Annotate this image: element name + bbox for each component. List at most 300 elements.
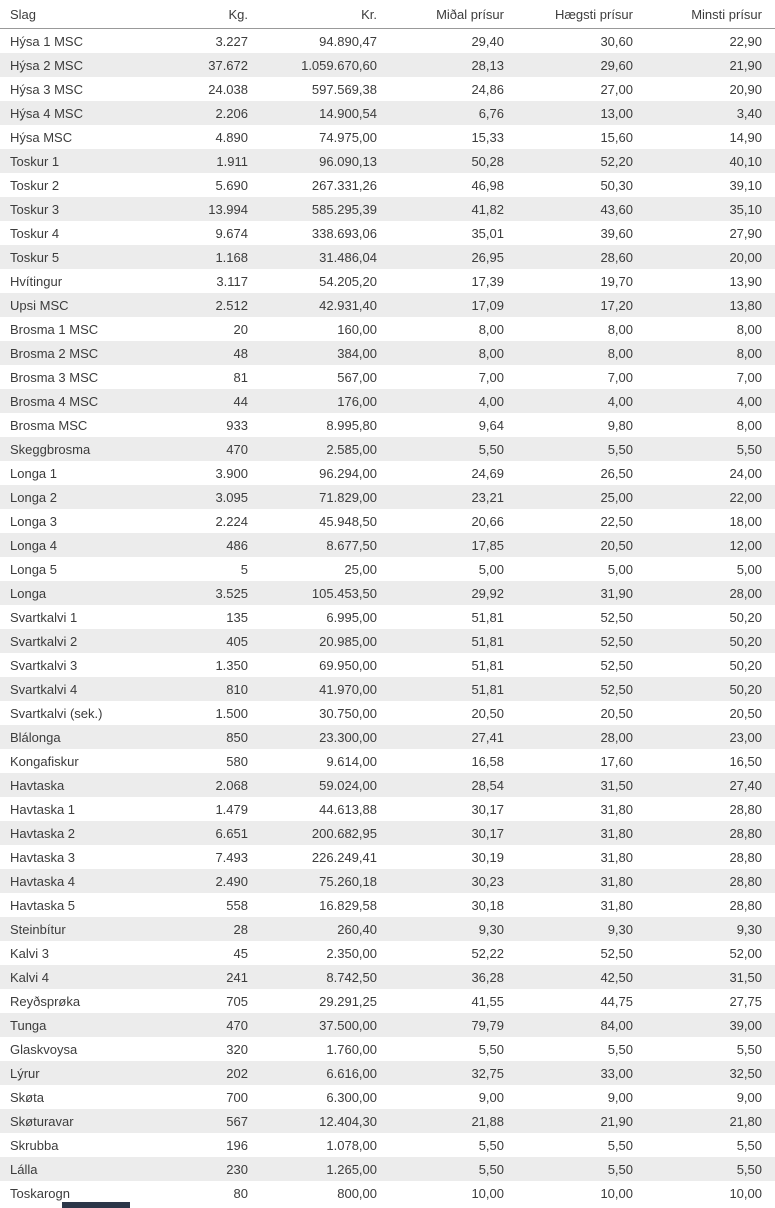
table-row (0, 197, 775, 221)
table-row (0, 773, 775, 797)
cell-midal-prisur: 29,92 (471, 585, 504, 601)
cell-kr: 12.404,30 (319, 1113, 377, 1129)
cell-kg: 3.095 (215, 489, 248, 505)
cell-minsti-prisur: 5,50 (736, 1041, 762, 1057)
cell-minsti-prisur: 9,30 (736, 921, 762, 937)
cell-midal-prisur: 30,17 (471, 825, 504, 841)
cell-slag: Longa (10, 585, 47, 601)
cell-kg: 810 (226, 681, 248, 697)
cell-minsti-prisur: 8,00 (736, 321, 762, 337)
cell-kg: 4.890 (215, 129, 248, 145)
cell-slag: Brosma 3 MSC (10, 369, 99, 385)
cell-kr: 42.931,40 (319, 297, 377, 313)
cell-midal-prisur: 36,28 (471, 969, 504, 985)
cell-kg: 1.479 (215, 801, 248, 817)
cell-kr: 14.900,54 (319, 105, 377, 121)
cell-kr: 23.300,00 (319, 729, 377, 745)
cell-haegsti-prisur: 26,50 (600, 465, 633, 481)
cell-slag: Blálonga (10, 729, 61, 745)
cell-kr: 2.585,00 (326, 441, 377, 457)
cell-kg: 1.168 (215, 249, 248, 265)
table-row (0, 53, 775, 77)
cell-minsti-prisur: 4,00 (736, 393, 762, 409)
cell-haegsti-prisur: 28,60 (600, 249, 633, 265)
cell-kg: 5 (240, 561, 248, 577)
table-row (0, 893, 775, 917)
cell-minsti-prisur: 20,90 (729, 81, 762, 97)
table-row (0, 989, 775, 1013)
cell-midal-prisur: 17,39 (471, 273, 504, 289)
table-row (0, 965, 775, 989)
cell-kg: 933 (226, 417, 248, 433)
cell-slag: Havtaska 1 (10, 801, 76, 817)
table-row (0, 461, 775, 485)
cell-kr: 59.024,00 (319, 777, 377, 793)
cell-slag: Toskur 1 (10, 153, 60, 169)
cell-kr: 6.616,00 (326, 1065, 377, 1081)
cell-midal-prisur: 6,76 (478, 105, 504, 121)
cell-kr: 20.985,00 (319, 633, 377, 649)
cell-midal-prisur: 20,50 (471, 705, 504, 721)
cell-haegsti-prisur: 33,00 (600, 1065, 633, 1081)
cell-minsti-prisur: 28,80 (729, 873, 762, 889)
cell-kg: 20 (233, 321, 248, 337)
cell-kg: 1.911 (216, 153, 248, 169)
cell-haegsti-prisur: 19,70 (600, 273, 633, 289)
cell-minsti-prisur: 50,20 (729, 633, 762, 649)
cell-minsti-prisur: 21,90 (729, 57, 762, 73)
cell-midal-prisur: 17,09 (471, 297, 504, 313)
cell-haegsti-prisur: 52,50 (600, 609, 633, 625)
table-row (0, 293, 775, 317)
cell-slag: Hýsa 3 MSC (10, 81, 83, 97)
cell-kg: 24.038 (208, 81, 248, 97)
cell-kr: 1.265,00 (326, 1161, 377, 1177)
cell-slag: Brosma 1 MSC (10, 321, 99, 337)
table-row (0, 341, 775, 365)
cell-midal-prisur: 50,28 (471, 153, 504, 169)
cell-haegsti-prisur: 9,00 (607, 1089, 633, 1105)
cell-haegsti-prisur: 42,50 (600, 969, 633, 985)
cell-slag: Hýsa 2 MSC (10, 57, 83, 73)
cell-minsti-prisur: 23,00 (729, 729, 762, 745)
table-row (0, 917, 775, 941)
cell-slag: Upsi MSC (10, 297, 69, 313)
cell-midal-prisur: 10,00 (471, 1185, 504, 1201)
cell-minsti-prisur: 5,50 (736, 441, 762, 457)
cell-kg: 135 (226, 609, 248, 625)
cell-slag: Glaskvoysa (10, 1041, 78, 1057)
column-header-kg: Kg. (131, 0, 261, 29)
cell-minsti-prisur: 13,80 (729, 297, 762, 313)
cell-kr: 8.677,50 (326, 537, 377, 553)
cell-haegsti-prisur: 8,00 (607, 321, 633, 337)
cell-slag: Havtaska 2 (10, 825, 76, 841)
cell-kg: 196 (226, 1137, 248, 1153)
cell-kg: 7.493 (215, 849, 248, 865)
cell-midal-prisur: 7,00 (478, 369, 504, 385)
cutoff-element (62, 1202, 130, 1208)
cell-midal-prisur: 30,18 (471, 897, 504, 913)
cell-slag: Brosma 2 MSC (10, 345, 99, 361)
table-row (0, 581, 775, 605)
cell-midal-prisur: 28,13 (471, 57, 504, 73)
cell-slag: Havtaska 3 (10, 849, 76, 865)
cell-haegsti-prisur: 43,60 (600, 201, 633, 217)
table-row (0, 845, 775, 869)
cell-minsti-prisur: 27,90 (729, 225, 762, 241)
cell-slag: Brosma 4 MSC (10, 393, 99, 409)
cell-haegsti-prisur: 52,50 (600, 657, 633, 673)
cell-slag: Hýsa MSC (10, 129, 73, 145)
cell-haegsti-prisur: 52,50 (600, 945, 633, 961)
table-row (0, 1133, 775, 1157)
cell-kr: 1.760,00 (326, 1041, 377, 1057)
cell-kr: 8.742,50 (326, 969, 377, 985)
table-row (0, 605, 775, 629)
cell-midal-prisur: 5,50 (478, 1041, 504, 1057)
column-header-midal-prisur: Miðal prísur (390, 0, 517, 29)
cell-slag: Toskarogn (10, 1185, 70, 1201)
table-row (0, 941, 775, 965)
cell-kr: 176,00 (337, 393, 377, 409)
cell-kr: 16.829,58 (319, 897, 377, 913)
table-row (0, 509, 775, 533)
cell-minsti-prisur: 18,00 (729, 513, 762, 529)
cell-kr: 30.750,00 (319, 705, 377, 721)
cell-slag: Hýsa 1 MSC (10, 33, 83, 49)
cell-kg: 3.117 (216, 273, 248, 289)
cell-slag: Havtaska 5 (10, 897, 76, 913)
cell-kr: 800,00 (337, 1185, 377, 1201)
column-header-slag: Slag (0, 0, 131, 29)
cell-minsti-prisur: 27,75 (729, 993, 762, 1009)
cell-midal-prisur: 41,55 (471, 993, 504, 1009)
cell-minsti-prisur: 22,90 (729, 33, 762, 49)
table-row (0, 677, 775, 701)
cell-midal-prisur: 46,98 (471, 177, 504, 193)
table-row (0, 1013, 775, 1037)
cell-haegsti-prisur: 5,50 (607, 441, 633, 457)
cell-slag: Toskur 5 (10, 249, 60, 265)
cell-slag: Svartkalvi (sek.) (10, 705, 103, 721)
table-row (0, 29, 775, 54)
cell-haegsti-prisur: 31,80 (600, 897, 633, 913)
cell-kg: 486 (226, 537, 248, 553)
cell-kr: 6.995,00 (326, 609, 377, 625)
cell-minsti-prisur: 21,80 (729, 1113, 762, 1129)
cell-midal-prisur: 15,33 (471, 129, 504, 145)
cell-haegsti-prisur: 8,00 (607, 345, 633, 361)
cell-kg: 3.525 (215, 585, 248, 601)
cell-haegsti-prisur: 20,50 (600, 537, 633, 553)
cell-kg: 6.651 (215, 825, 248, 841)
cell-haegsti-prisur: 15,60 (600, 129, 633, 145)
cell-kg: 1.500 (215, 705, 248, 721)
cell-slag: Longa 3 (10, 513, 57, 529)
cell-slag: Toskur 4 (10, 225, 60, 241)
table-row (0, 245, 775, 269)
cell-haegsti-prisur: 30,60 (600, 33, 633, 49)
cell-minsti-prisur: 16,50 (729, 753, 762, 769)
cell-kr: 94.890,47 (319, 33, 377, 49)
cell-kr: 96.294,00 (319, 465, 377, 481)
cell-kg: 1.350 (215, 657, 248, 673)
cell-kr: 74.975,00 (319, 129, 377, 145)
table-row (0, 413, 775, 437)
cell-midal-prisur: 5,00 (478, 561, 504, 577)
cell-slag: Skøturavar (10, 1113, 74, 1129)
cell-slag: Skøta (10, 1089, 44, 1105)
table-row (0, 725, 775, 749)
cell-slag: Brosma MSC (10, 417, 88, 433)
cell-kr: 597.569,38 (311, 81, 377, 97)
cell-midal-prisur: 52,22 (471, 945, 504, 961)
cell-minsti-prisur: 28,80 (729, 849, 762, 865)
column-header-minsti-prisur: Minsti prísur (646, 0, 775, 29)
cell-kr: 160,00 (337, 321, 377, 337)
cell-minsti-prisur: 14,90 (729, 129, 762, 145)
cell-minsti-prisur: 5,50 (736, 1161, 762, 1177)
cell-minsti-prisur: 20,00 (729, 249, 762, 265)
cell-haegsti-prisur: 9,30 (607, 921, 633, 937)
cell-slag: Skeggbrosma (10, 441, 91, 457)
cell-kg: 3.227 (215, 33, 248, 49)
cell-midal-prisur: 51,81 (471, 609, 504, 625)
cell-minsti-prisur: 12,00 (729, 537, 762, 553)
cell-slag: Toskur 2 (10, 177, 60, 193)
cell-haegsti-prisur: 17,20 (600, 297, 633, 313)
cell-slag: Kalvi 4 (10, 969, 50, 985)
cell-haegsti-prisur: 44,75 (600, 993, 633, 1009)
cell-haegsti-prisur: 21,90 (600, 1113, 633, 1129)
cell-haegsti-prisur: 17,60 (600, 753, 633, 769)
cell-kr: 200.682,95 (311, 825, 377, 841)
cell-midal-prisur: 9,64 (478, 417, 504, 433)
cell-kr: 37.500,00 (319, 1017, 377, 1033)
cell-kr: 260,40 (337, 921, 377, 937)
cell-minsti-prisur: 40,10 (729, 153, 762, 169)
table-row (0, 269, 775, 293)
cell-kr: 567,00 (337, 369, 377, 385)
cell-midal-prisur: 30,19 (471, 849, 504, 865)
cell-haegsti-prisur: 31,80 (600, 801, 633, 817)
cell-haegsti-prisur: 31,80 (600, 825, 633, 841)
cell-kg: 470 (226, 441, 248, 457)
cell-haegsti-prisur: 27,00 (600, 81, 633, 97)
cell-kg: 28 (233, 921, 248, 937)
table-row (0, 77, 775, 101)
cell-kg: 48 (233, 345, 248, 361)
cell-kr: 226.249,41 (311, 849, 377, 865)
cell-kg: 705 (226, 993, 248, 1009)
cell-minsti-prisur: 5,50 (736, 1137, 762, 1153)
cell-midal-prisur: 21,88 (471, 1113, 504, 1129)
table-row (0, 317, 775, 341)
table-row (0, 365, 775, 389)
cell-minsti-prisur: 10,00 (729, 1185, 762, 1201)
cell-midal-prisur: 35,01 (471, 225, 504, 241)
cell-minsti-prisur: 27,40 (729, 777, 762, 793)
cell-haegsti-prisur: 5,00 (607, 561, 633, 577)
cell-midal-prisur: 23,21 (471, 489, 504, 505)
cell-midal-prisur: 51,81 (471, 681, 504, 697)
cell-kg: 580 (226, 753, 248, 769)
table-row (0, 485, 775, 509)
table-row (0, 101, 775, 125)
table-header (0, 0, 775, 29)
cell-midal-prisur: 79,79 (471, 1017, 504, 1033)
table-row (0, 821, 775, 845)
cell-midal-prisur: 24,69 (471, 465, 504, 481)
cell-midal-prisur: 4,00 (478, 393, 504, 409)
cell-kg: 230 (226, 1161, 248, 1177)
cell-kr: 25,00 (344, 561, 377, 577)
cell-kg: 9.674 (215, 225, 248, 241)
cell-slag: Lýrur (10, 1065, 40, 1081)
cell-minsti-prisur: 31,50 (729, 969, 762, 985)
cell-haegsti-prisur: 50,30 (600, 177, 633, 193)
cell-haegsti-prisur: 20,50 (600, 705, 633, 721)
cell-kr: 338.693,06 (311, 225, 377, 241)
cell-minsti-prisur: 35,10 (729, 201, 762, 217)
cell-minsti-prisur: 28,00 (729, 585, 762, 601)
table-row (0, 1085, 775, 1109)
cell-slag: Reyðsprøka (10, 993, 81, 1009)
cell-midal-prisur: 27,41 (471, 729, 504, 745)
cell-haegsti-prisur: 5,50 (607, 1041, 633, 1057)
cell-kr: 267.331,26 (311, 177, 377, 193)
table-row (0, 629, 775, 653)
cell-kg: 2.206 (215, 105, 248, 121)
cell-minsti-prisur: 50,20 (729, 657, 762, 673)
table-header-row (0, 0, 775, 29)
cell-slag: Skrubba (10, 1137, 59, 1153)
cell-haegsti-prisur: 31,50 (600, 777, 633, 793)
cell-slag: Tunga (10, 1017, 47, 1033)
cell-kg: 850 (226, 729, 248, 745)
cell-kg: 470 (226, 1017, 248, 1033)
cell-midal-prisur: 30,17 (471, 801, 504, 817)
cell-haegsti-prisur: 39,60 (600, 225, 633, 241)
cell-minsti-prisur: 52,00 (729, 945, 762, 961)
cell-slag: Kalvi 3 (10, 945, 50, 961)
cell-haegsti-prisur: 22,50 (600, 513, 633, 529)
cell-slag: Longa 2 (10, 489, 57, 505)
cell-minsti-prisur: 5,00 (736, 561, 762, 577)
cell-midal-prisur: 32,75 (471, 1065, 504, 1081)
cell-kr: 96.090,13 (319, 153, 377, 169)
cell-kr: 384,00 (337, 345, 377, 361)
cell-midal-prisur: 51,81 (471, 633, 504, 649)
cell-midal-prisur: 20,66 (471, 513, 504, 529)
cell-kr: 31.486,04 (319, 249, 377, 265)
cell-midal-prisur: 9,00 (478, 1089, 504, 1105)
cell-minsti-prisur: 13,90 (729, 273, 762, 289)
cell-kg: 45 (233, 945, 248, 961)
cell-minsti-prisur: 8,00 (736, 417, 762, 433)
table-row (0, 437, 775, 461)
cell-slag: Steinbítur (10, 921, 66, 937)
column-header-haegsti-prisur: Hægsti prísur (517, 0, 646, 29)
cell-kg: 567 (226, 1113, 248, 1129)
cell-minsti-prisur: 50,20 (729, 681, 762, 697)
cell-midal-prisur: 9,30 (478, 921, 504, 937)
table-row (0, 389, 775, 413)
cell-slag: Hýsa 4 MSC (10, 105, 83, 121)
cell-midal-prisur: 28,54 (471, 777, 504, 793)
cell-minsti-prisur: 50,20 (729, 609, 762, 625)
table-row (0, 1157, 775, 1181)
cell-haegsti-prisur: 31,90 (600, 585, 633, 601)
cell-slag: Lálla (10, 1161, 38, 1177)
cell-kg: 2.512 (215, 297, 248, 313)
cell-haegsti-prisur: 29,60 (600, 57, 633, 73)
cell-kr: 71.829,00 (319, 489, 377, 505)
table-row (0, 869, 775, 893)
cell-midal-prisur: 8,00 (478, 321, 504, 337)
cell-kr: 44.613,88 (319, 801, 377, 817)
table-row (0, 1109, 775, 1133)
cell-kg: 13.994 (208, 201, 248, 217)
cell-slag: Longa 1 (10, 465, 57, 481)
cell-kg: 2.224 (215, 513, 248, 529)
table-row (0, 1037, 775, 1061)
cell-midal-prisur: 41,82 (471, 201, 504, 217)
cell-kr: 29.291,25 (319, 993, 377, 1009)
cell-haegsti-prisur: 52,50 (600, 681, 633, 697)
cell-kg: 2.068 (215, 777, 248, 793)
cell-minsti-prisur: 39,00 (729, 1017, 762, 1033)
cell-midal-prisur: 30,23 (471, 873, 504, 889)
cell-kr: 1.078,00 (326, 1137, 377, 1153)
cell-minsti-prisur: 32,50 (729, 1065, 762, 1081)
cell-midal-prisur: 24,86 (471, 81, 504, 97)
cell-kr: 585.295,39 (311, 201, 377, 217)
column-header-kr: Kr. (261, 0, 390, 29)
cell-midal-prisur: 29,40 (471, 33, 504, 49)
cell-minsti-prisur: 7,00 (736, 369, 762, 385)
cell-kr: 54.205,20 (319, 273, 377, 289)
cell-kg: 2.490 (215, 873, 248, 889)
cell-slag: Svartkalvi 1 (10, 609, 78, 625)
cell-minsti-prisur: 3,40 (736, 105, 762, 121)
cell-haegsti-prisur: 31,80 (600, 849, 633, 865)
cell-kr: 2.350,00 (326, 945, 377, 961)
cell-kr: 45.948,50 (319, 513, 377, 529)
cell-slag: Havtaska (10, 777, 65, 793)
cell-slag: Longa 5 (10, 561, 57, 577)
table-row (0, 557, 775, 581)
cell-slag: Svartkalvi 3 (10, 657, 78, 673)
cell-kr: 69.950,00 (319, 657, 377, 673)
table-row (0, 701, 775, 725)
cell-kg: 241 (226, 969, 248, 985)
cell-minsti-prisur: 28,80 (729, 897, 762, 913)
cell-kr: 6.300,00 (326, 1089, 377, 1105)
cell-haegsti-prisur: 5,50 (607, 1137, 633, 1153)
cell-slag: Svartkalvi 2 (10, 633, 78, 649)
table-row (0, 173, 775, 197)
cell-midal-prisur: 51,81 (471, 657, 504, 673)
cell-midal-prisur: 5,50 (478, 1137, 504, 1153)
cell-haegsti-prisur: 4,00 (607, 393, 633, 409)
cell-haegsti-prisur: 31,80 (600, 873, 633, 889)
cell-haegsti-prisur: 7,00 (607, 369, 633, 385)
cell-kg: 37.672 (208, 57, 248, 73)
cell-kg: 700 (226, 1089, 248, 1105)
cell-midal-prisur: 5,50 (478, 1161, 504, 1177)
